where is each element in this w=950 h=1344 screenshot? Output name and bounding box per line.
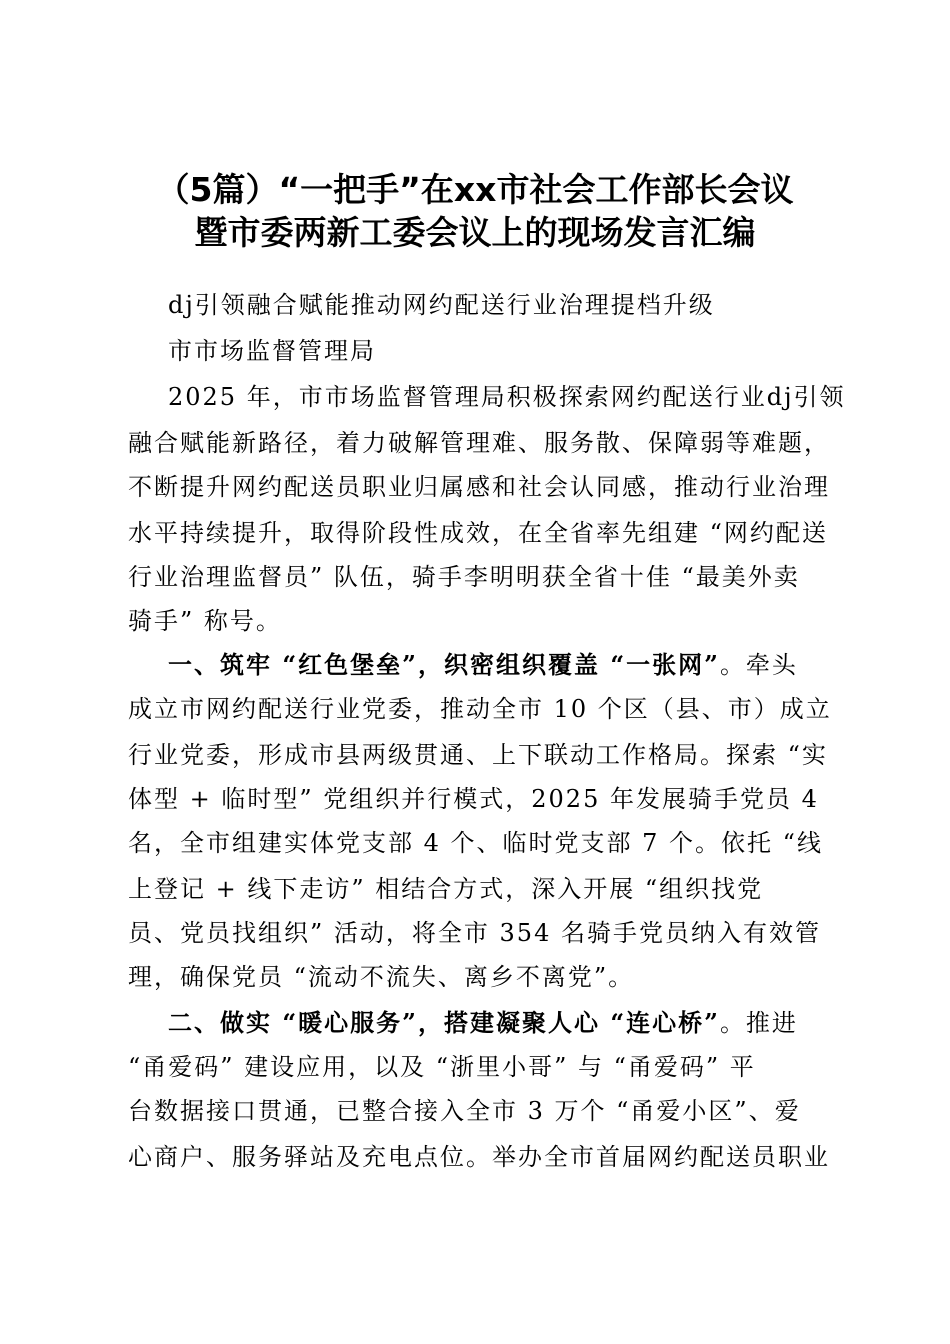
intro-paragraph-line: 2025 年，市市场监督管理局积极探索网约配送行业dj引领: [168, 383, 846, 411]
section-1-line: 员、党员找组织” 活动，将全市 354 名骑手党员纳入有效管: [128, 919, 821, 947]
section-1-line: 体型 + 临时型” 党组织并行模式，2025 年发展骑手党员 4: [128, 785, 819, 813]
section-1-heading: 一、筑牢 “红色堡垒”，织密组织覆盖 “一张网”: [168, 650, 720, 679]
intro-paragraph-line: 不断提升网约配送员职业归属感和社会认同感，推动行业治理: [128, 473, 830, 501]
section-2-line: “甬爱码” 建设应用，以及 “浙里小哥” 与 “甬爱码” 平: [128, 1053, 756, 1081]
section-1-first-line: [168, 650, 798, 680]
section-1-line: 理，确保党员 “流动不流失、离乡不离党”。: [128, 963, 635, 991]
section-2-first-tail: 。推进: [719, 1009, 798, 1037]
intro-paragraph-line: 行业治理监督员” 队伍，骑手李明明获全省十佳 “最美外卖: [128, 563, 800, 591]
section-1-line: 行业党委，形成市县两级贯通、上下联动工作格局。探索 “实: [128, 741, 828, 769]
article-author: 市市场监督管理局: [168, 337, 376, 365]
intro-paragraph-line: 水平持续提升，取得阶段性成效，在全省率先组建 “网约配送: [128, 519, 828, 547]
article-subtitle: dj引领融合赋能推动网约配送行业治理提档升级: [168, 291, 715, 319]
intro-paragraph-line: 骑手” 称号。: [128, 607, 282, 635]
document-title-line-1: （5篇）“一把手”在xx市社会工作部长会议: [156, 170, 794, 209]
section-2-first-line: [168, 1008, 798, 1038]
document-title-line-2: 暨市委两新工委会议上的现场发言汇编: [194, 213, 756, 252]
section-2-line: 心商户、服务驿站及充电点位。举办全市首届网约配送员职业: [128, 1143, 830, 1171]
section-1-line: 成立市网约配送行业党委，推动全市 10 个区（县、市）成立: [128, 695, 832, 723]
section-1-line: 上登记 + 线下走访” 相结合方式，深入开展 “组织找党: [128, 875, 764, 903]
section-1-line: 名，全市组建实体党支部 4 个、临时党支部 7 个。依托 “线: [128, 829, 823, 857]
intro-paragraph-line: 融合赋能新路径，着力破解管理难、服务散、保障弱等难题，: [128, 429, 830, 457]
section-1-first-tail: 。牵头: [719, 651, 798, 679]
section-2-heading: 二、做实 “暖心服务”，搭建凝聚人心 “连心桥”: [168, 1008, 720, 1037]
section-2-line: 台数据接口贯通，已整合接入全市 3 万个 “甬爱小区”、爱: [128, 1097, 801, 1125]
